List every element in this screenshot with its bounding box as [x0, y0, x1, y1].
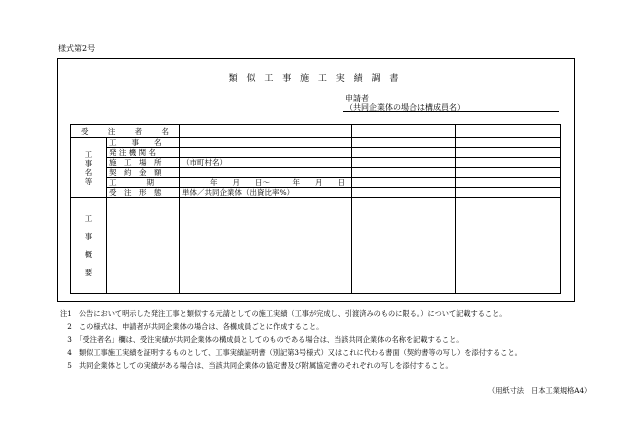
construction-period-cell-3[interactable]: [456, 178, 561, 188]
work-name-group-label: 工 事 名 等: [71, 138, 107, 198]
ordering-agency-cell-2[interactable]: [352, 148, 456, 158]
construction-site-cell-3[interactable]: [456, 158, 561, 168]
applicant-note: （共同企業体の場合は構成員名）: [345, 103, 465, 112]
construction-site-cell-2[interactable]: [352, 158, 456, 168]
ordering-agency-label: 発 注 機 関 名: [107, 148, 180, 158]
work-overview-cell-3[interactable]: [352, 198, 456, 294]
work-name-row: [71, 138, 561, 148]
contractor-row: [71, 125, 561, 138]
ordering-agency-row: [71, 148, 561, 158]
construction-period-value[interactable]: 年 月 日～ 年 月 日: [180, 178, 352, 188]
order-type-cell-3[interactable]: [456, 188, 561, 198]
order-type-row: [71, 188, 561, 198]
work-name-value[interactable]: [180, 138, 352, 148]
construction-period-cell-2[interactable]: [352, 178, 456, 188]
paper-size-note: （用紙寸法 日本工業規格A4）: [488, 386, 592, 395]
work-name-cell-3[interactable]: [456, 138, 561, 148]
note-4: 4 類似工事施工実績を証明するものとして、工事実績証明書（別記第3号様式）又はこれに代わる書面（契約書等の写し）を添付すること。: [60, 348, 522, 357]
contractor-cell-2[interactable]: [352, 125, 456, 138]
work-overview-cell-4[interactable]: [456, 198, 561, 294]
contract-amount-row: [71, 168, 561, 178]
applicant-label: 申請者: [345, 94, 369, 103]
note-2: 2 この様式は、申請者が共同企業体の場合は、各構成員ごとに作成すること。: [60, 322, 324, 331]
order-type-label: 受 注 形 態: [107, 188, 180, 198]
construction-period-label: 工 期: [107, 178, 180, 188]
note-5: 5 共同企業体としての実績がある場合は、当該共同企業体の協定書及び附属協定書のそれぞれの写しを添付すること。: [60, 361, 453, 370]
contract-amount-value[interactable]: [180, 168, 352, 178]
contract-amount-label: 契 約 金 額: [107, 168, 180, 178]
work-name-cell-2[interactable]: [352, 138, 456, 148]
work-record-table: [70, 124, 561, 294]
contract-amount-cell-3[interactable]: [456, 168, 561, 178]
ordering-agency-value[interactable]: [180, 148, 352, 158]
work-overview-cell-2[interactable]: [180, 198, 352, 294]
contractor-label: 受 注 者 名: [71, 125, 180, 138]
contractor-cell-1[interactable]: [180, 125, 352, 138]
contractor-cell-3[interactable]: [456, 125, 561, 138]
contract-amount-cell-2[interactable]: [352, 168, 456, 178]
applicant-signature-line: [343, 111, 559, 112]
construction-period-row: [71, 178, 561, 188]
order-type-cell-2[interactable]: [352, 188, 456, 198]
note-1: 注1 公告において明示した発注工事と類似する元請としての施工実績（工事が完成し、引渡済みのものに限る。）について記載すること。: [60, 309, 507, 318]
order-type-value[interactable]: 単体／共同企業体（出資比率%）: [180, 188, 352, 198]
work-name-label: 工 事 名: [107, 138, 180, 148]
form-number: 様式第2号: [58, 44, 96, 53]
construction-site-row: [71, 158, 561, 168]
work-overview-cell-1[interactable]: [107, 198, 180, 294]
construction-site-label: 施 工 場 所: [107, 158, 180, 168]
work-overview-group-label: 工 事 概 要: [71, 198, 107, 294]
document-title: 類 似 工 事 施 工 実 績 調 書: [228, 74, 402, 84]
ordering-agency-cell-3[interactable]: [456, 148, 561, 158]
note-3: 3 「受注者名」欄は、受注実績が共同企業体の構成員としてのものである場合は、当該共同企業体の名称を記載すること。: [60, 335, 464, 344]
work-overview-row: [71, 198, 561, 294]
construction-site-value[interactable]: （市町村名）: [180, 158, 352, 168]
